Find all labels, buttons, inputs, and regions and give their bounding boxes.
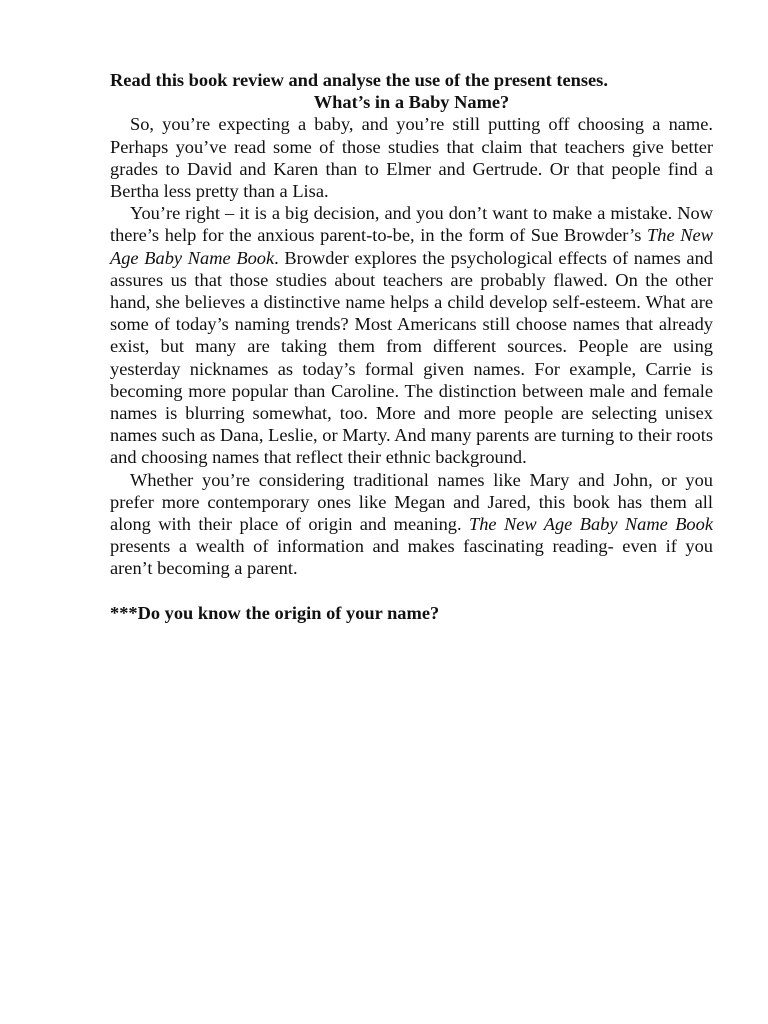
review-title: What’s in a Baby Name? — [313, 92, 510, 113]
paragraph-3-text-b: presents a wealth of information and makes fascinating reading- even if you aren’t becoming a parent. — [110, 536, 713, 579]
closing-question: ***Do you know the origin of your name? — [110, 602, 440, 623]
paragraph-3 — [110, 469, 713, 580]
paragraph-2 — [110, 202, 713, 468]
paragraph-2-text-b: . Browder explores the psychological effects of names and assures us that those studies about teachers are probably flawed. On the other hand, she believes a distinctive name helps a child develop self-esteem. What are some of today’s naming trends? Most Americans still choose names that already exist, but many are taking them from different sources. People are using yesterday nicknames as today’s formal given names. For example, Carrie is becoming more popular than Caroline. The distinction between male and female names is blurring somewhat, too. More and more people are selecting unisex names such as Dana, Leslie, or Marty. And many parents are turning to their roots and choosing names that reflect their ethnic background. — [110, 247, 713, 468]
paragraph-2-text-a: You’re right – it is a big decision, and you don’t want to make a mistake. Now there’s help for the anxious parent-to-be, in the form of Sue Browder’s — [110, 203, 713, 246]
paragraph-1: So, you’re expecting a baby, and you’re still putting off choosing a name. Perhaps you’ve read some of those studies that claim that teachers give better grades to David and Karen than to Elmer and Gertrude. Or that people find a Bertha less pretty than a Lisa. — [110, 114, 713, 202]
instruction-heading: Read this book review and analyse the use of the present tenses. — [110, 70, 608, 90]
document-content — [110, 69, 713, 624]
paragraph-3-text-a: Whether you’re considering traditional names like Mary and John, or you prefer more contemporary ones like Megan and Jared, this book has them all along with their place of origin and meaning. — [110, 469, 713, 535]
book-title: The New Age Baby Name Book — [468, 514, 713, 535]
book-title: The New Age Baby Name Book — [110, 225, 713, 268]
blank-line — [110, 580, 713, 602]
